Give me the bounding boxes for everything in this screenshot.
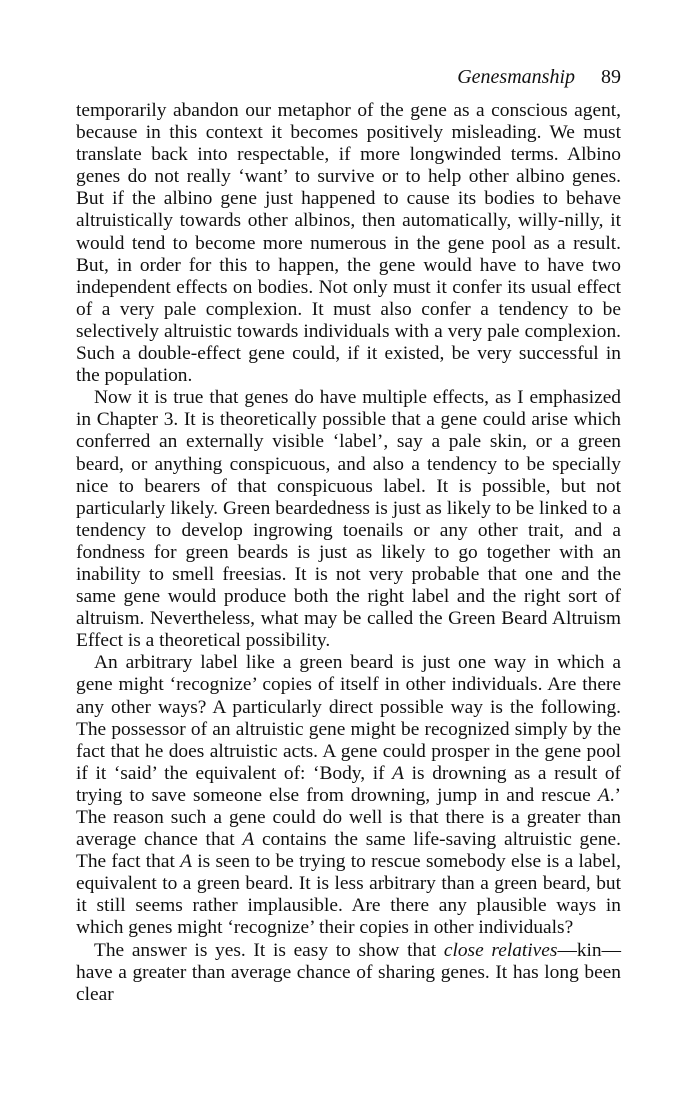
italic-text: close relatives (443, 939, 558, 961)
italic-text: A (597, 784, 610, 806)
text-segment: is seen to be trying to rescue somebody else is a label, equivalent to a green beard. It is less arbitrary than a green beard, but it still seems rather implausible. Are there any plausible ways in which genes might ‘recognize’ their copies in other individuals? (76, 851, 622, 939)
italic-text: A (242, 829, 255, 851)
italic-text: A (180, 851, 192, 873)
text-segment: contains the same life-saving altruistic gene. The fact that (76, 829, 621, 873)
text-segment: .’ The reason such a gene could do well is that there is a greater than average chance that (76, 784, 621, 851)
text-segment: is drowning as a result of trying to save someone else from drowning, jump in and rescue (76, 762, 621, 806)
text-segment: Now it is true that genes do have multiple effects, as I emphasized in Chapter 3. It is theoretically possible that a gene could arise which conferred an externally visible ‘label’, say a pale skin, or a green beard, or anything conspicuous, and also a tendency to be specially nice to bearers of that conspicuous label. It is possible, but not particularly likely. Green beardedness is just as likely to be linked to a tendency to develop ingrowing toenails or any other trait, and a fondness for green beards is just as likely to go together with an inability to smell freesias. It is not very probable that one and the same gene would produce both the right label and the right sort of altruism. Nevertheless, what may be called the Green Beard Altruism Effect is a theoretical possibility. (76, 387, 621, 652)
text-segment: —kin—have a greater than average chance of sharing genes. It has long been clear (76, 939, 621, 1005)
paragraph (76, 940, 621, 1006)
running-title: Genesmanship (457, 66, 575, 88)
italic-text: A (392, 762, 405, 784)
paragraph (76, 652, 621, 939)
text-segment: The answer is yes. It is easy to show that (94, 939, 444, 961)
text-segment: An arbitrary label like a green beard is just one way in which a gene might ‘recognize’ copies of itself in other individuals. Are there any other ways? A particularly direct possible way is the following. The possessor of an altruistic gene might be recognized simply by the fact that he does altruistic acts. A gene could prosper in the gene pool if it ‘said’ the equivalent of: ‘Body, if (76, 652, 621, 784)
text-segment: temporarily abandon our metaphor of the gene as a conscious agent, because in this context it becomes positively misleading. We must translate back into respectable, if more longwinded terms. Albino genes do not really ‘want’ to survive or to help other albino genes. But if the albino gene just happened to cause its bodies to behave altruistically towards other albinos, then automatically, willy-nilly, it would tend to become more numerous in the gene pool as a result. But, in order for this to happen, the gene would have to have two independent effects on bodies. Not only must it confer its usual effect of a very pale complexion. It must also confer a tendency to be selectively altruistic towards individuals with a very pale complexion. Such a double-effect gene could, if it existed, be very successful in the population. (76, 100, 621, 387)
body-text (76, 100, 621, 1006)
paragraph (76, 387, 621, 652)
book-page (76, 66, 621, 1006)
paragraph (76, 100, 621, 387)
page-number: 89 (601, 66, 621, 88)
running-head (76, 66, 621, 100)
